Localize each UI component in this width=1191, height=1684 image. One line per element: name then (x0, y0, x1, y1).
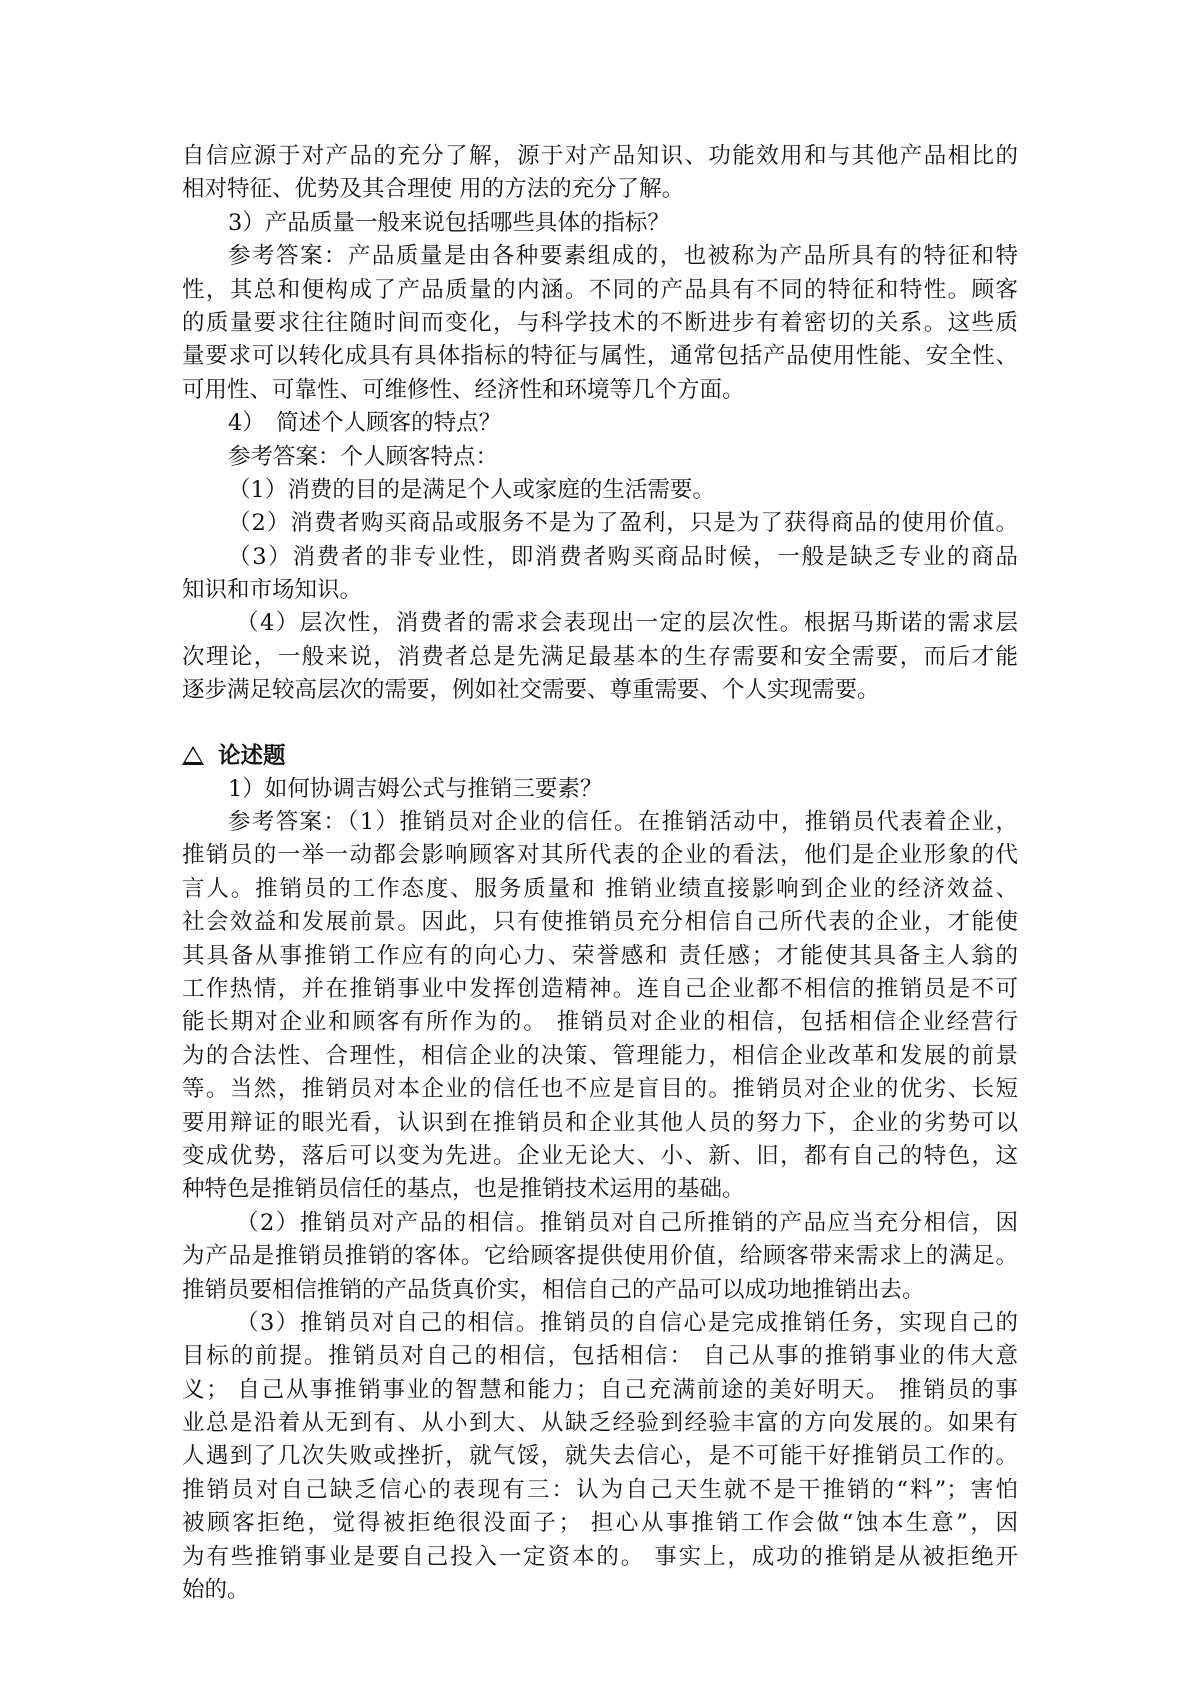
text-line: 知识和市场知识。 (182, 577, 363, 604)
text-line: （3）推销员对自己的相信。推销员的自信心是完成推销任务，实现自己的 (236, 1309, 1018, 1336)
text-line: 始的。 (182, 1577, 250, 1604)
text-line: 参考答案：（1）推销员对企业的信任。在推销活动中，推销员代表着企业， (228, 809, 1018, 836)
text-line: 言人。推销员的工作态度、服务质量和 推销业绩直接影响到企业的经济效益、 (182, 875, 1018, 902)
text-line: 目标的前提。推销员对自己的相信，包括相信： 自己从事的推销事业的伟大意 (182, 1343, 1018, 1370)
text-line: （2）推销员对产品的相信。推销员对自己所推销的产品应当充分相信，因 (236, 1209, 1018, 1236)
text-line: 要用辩证的眼光看，认识到在推销员和企业其他人员的努力下，企业的劣势可以 (182, 1109, 1018, 1136)
text-line: 业总是沿着从无到有、从小到大、从缺乏经验到经验丰富的方向发展的。如果有 (182, 1410, 1018, 1437)
text-line: 3）产品质量一般来说包括哪些具体的指标？ (228, 209, 670, 236)
text-line: 参考答案：个人顾客特点： (228, 443, 499, 470)
text-line: 参考答案：产品质量是由各种要素组成的，也被称为产品所具有的特征和特 (228, 243, 1018, 270)
text-line: 推销员的一举一动都会影响顾客对其所代表的企业的看法，他们是企业形象的代 (182, 842, 1018, 869)
text-line: 的质量要求往往随时间而变化，与科学技术的不断进步有着密切的关系。这些质 (182, 309, 1018, 336)
text-line: 相对特征、优势及其合理使 用的方法的充分了解。 (182, 176, 685, 203)
section-heading-text: 论述题 (218, 742, 286, 769)
section-heading (182, 739, 1018, 773)
text-line: 逐步满足较高层次的需要，例如社交需要、尊重需要、个人实现需要。 (182, 677, 880, 704)
text-line: （4）层次性，消费者的需求会表现出一定的层次性。根据马斯诺的需求层 (236, 610, 1018, 637)
text-line: 变成优势，落后可以变为先进。企业无论大、小、新、旧，都有自己的特色，这 (182, 1142, 1018, 1169)
text-line: 为有些推销事业是要自己投入一定资本的。 事实上，成功的推销是从被拒绝开 (182, 1543, 1018, 1570)
text-line: 1）如何协调吉姆公式与推销三要素？ (228, 775, 603, 802)
text-line: 次理论，一般来说，消费者总是先满足最基本的生存需要和安全需要，而后才能 (182, 643, 1018, 670)
text-line: 人遇到了几次失败或挫折，就气馁，就失去信心，是不可能干好推销员工作的。 (182, 1443, 1018, 1470)
text-line: 推销员要相信推销的产品货真价实，相信自己的产品可以成功地推销出去。 (182, 1276, 925, 1303)
text-line: 自信应源于对产品的充分了解，源于对产品知识、功能效用和与其他产品相比的 (182, 143, 1018, 169)
text-line: 工作热情，并在推销事业中发挥创造精神。连自己企业都不相信的推销员是不可 (182, 975, 1018, 1002)
text-line: 其具备从事推销工作应有的向心力、荣誉感和 责任感；才能使其具备主人翁的 (182, 942, 1018, 969)
text-line: （3）消费者的非专业性，即消费者购买商品时候，一般是缺乏专业的商品 (228, 543, 1018, 570)
text-line: （2）消费者购买商品或服务不是为了盈利，只是为了获得商品的使用价值。 (228, 510, 1018, 537)
document-page (182, 140, 1018, 1607)
text-line: 能长期对企业和顾客有所作为的。 推销员对企业的相信，包括相信企业经营行 (182, 1009, 1018, 1036)
text-line: 4） 简述个人顾客的特点？ (228, 410, 502, 437)
text-line: 推销员对自己缺乏信心的表现有三：认为自己天生就不是干推销的“料”；害怕 (182, 1476, 1018, 1503)
text-line: 种特色是推销员信任的基点，也是推销技术运用的基础。 (182, 1176, 745, 1203)
section-gap (182, 708, 1018, 739)
text-line: 可用性、可靠性、可维修性、经济性和环境等几个方面。 (182, 376, 745, 403)
text-line: 为的合法性、合理性，相信企业的决策、管理能力，相信企业改革和发展的前景 (182, 1042, 1018, 1069)
answers-block-2 (182, 773, 1018, 1608)
text-line: 义； 自己从事推销事业的智慧和能力；自己充满前途的美好明天。 推销员的事 (182, 1376, 1018, 1403)
answers-block-1 (182, 140, 1018, 708)
text-line: 社会效益和发展前景。因此，只有使推销员充分相信自己所代表的企业，才能使 (182, 909, 1018, 936)
text-line: 等。当然，推销员对本企业的信任也不应是盲目的。推销员对企业的优劣、长短 (182, 1076, 1018, 1103)
text-line: 性，其总和便构成了产品质量的内涵。不同的产品具有不同的特征和特性。顾客 (182, 276, 1018, 303)
text-line: 量要求可以转化成具有具体指标的特征与属性，通常包括产品使用性能、安全性、 (182, 343, 1018, 370)
triangle-icon (182, 746, 204, 765)
text-line: （1）消费的目的是满足个人或家庭的生活需要。 (228, 476, 715, 503)
text-line: 被顾客拒绝，觉得被拒绝很没面子； 担心从事推销工作会做“蚀本生意”，因 (182, 1510, 1018, 1537)
text-line: 为产品是推销员推销的客体。它给顾客提供使用价值，给顾客带来需求上的满足。 (182, 1243, 1018, 1270)
